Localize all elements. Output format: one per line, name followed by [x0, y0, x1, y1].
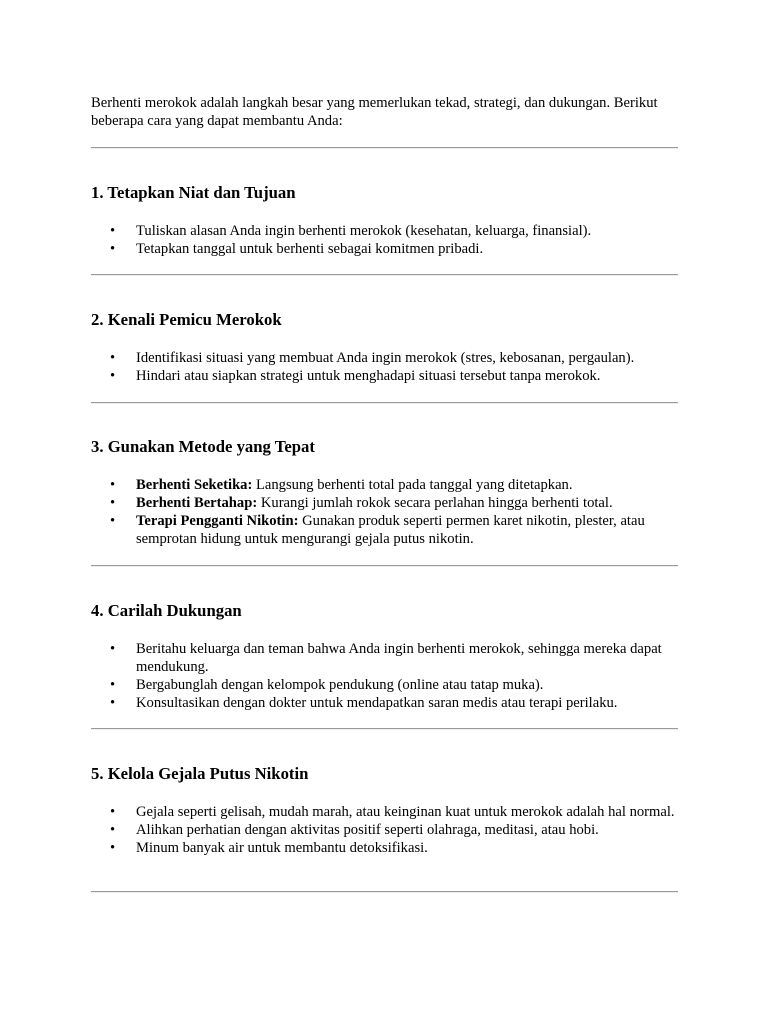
list-item [91, 512, 679, 548]
list-item-text: Langsung berhenti total pada tanggal yang ditetapkan. [252, 477, 573, 493]
list-item [91, 839, 679, 857]
list-item-text: Alihkan perhatian dengan aktivitas positif seperti olahraga, meditasi, atau hobi. [136, 822, 599, 838]
list-item [91, 222, 679, 240]
section-heading: 3. Gunakan Metode yang Tepat [91, 437, 315, 456]
list-item-text: Gejala seperti gelisah, mudah marah, atau keinginan kuat untuk merokok adalah hal normal. [136, 804, 675, 820]
list-item [91, 821, 679, 839]
list-item-text: Bergabunglah dengan kelompok pendukung (online atau tatap muka). [136, 677, 544, 693]
bullet-icon: • [110, 822, 116, 838]
list-item-text: Minum banyak air untuk membantu detoksifikasi. [136, 840, 428, 856]
bullet-icon: • [110, 840, 116, 856]
list-item-text: Tetapkan tanggal untuk berhenti sebagai komitmen pribadi. [136, 241, 484, 257]
section-1 [91, 183, 679, 258]
list-item-text: Gunakan produk seperti permen karet nikotin, plester, atau semprotan hidung untuk mengurangi gejala putus nikotin. [136, 513, 645, 547]
list-item [91, 476, 679, 494]
section-heading: 2. Kenali Pemicu Merokok [91, 310, 282, 329]
list-item-term: Berhenti Seketika: [136, 477, 253, 493]
list-item-term: Berhenti Bertahap: [136, 495, 258, 511]
horizontal-divider [91, 891, 678, 893]
bullet-icon: • [110, 677, 116, 693]
horizontal-divider [91, 565, 678, 567]
bullet-list [91, 349, 679, 385]
bullet-icon: • [110, 477, 116, 493]
list-item-text: Konsultasikan dengan dokter untuk mendapatkan saran medis atau terapi perilaku. [136, 695, 618, 711]
list-item [91, 240, 679, 258]
bullet-list [91, 640, 679, 712]
section-2 [91, 310, 679, 385]
list-item [91, 349, 679, 367]
bullet-icon: • [110, 223, 116, 239]
list-item-text: Identifikasi situasi yang membuat Anda ingin merokok (stres, kebosanan, pergaulan). [136, 350, 635, 366]
section-4 [91, 601, 679, 712]
horizontal-divider [91, 728, 678, 730]
list-item-text: Kurangi jumlah rokok secara perlahan hingga berhenti total. [257, 495, 613, 511]
section-heading: 1. Tetapkan Niat dan Tujuan [91, 183, 296, 202]
bullet-list [91, 476, 679, 548]
list-item-text: Hindari atau siapkan strategi untuk menghadapi situasi tersebut tanpa merokok. [136, 368, 601, 384]
list-item-text: Beritahu keluarga dan teman bahwa Anda ingin berhenti merokok, sehingga mereka dapat mendukung. [136, 641, 662, 675]
bullet-icon: • [110, 368, 116, 384]
section-3 [91, 437, 679, 548]
bullet-icon: • [110, 695, 116, 711]
bullet-icon: • [110, 350, 116, 366]
bullet-list [91, 222, 679, 258]
bullet-icon: • [110, 641, 116, 657]
section-heading: 4. Carilah Dukungan [91, 601, 242, 620]
section-heading: 5. Kelola Gejala Putus Nikotin [91, 764, 309, 783]
bullet-icon: • [110, 804, 116, 820]
intro-paragraph: Berhenti merokok adalah langkah besar yang memerlukan tekad, strategi, dan dukungan. Berikut beberapa cara yang dapat membantu Anda: [91, 95, 658, 129]
list-item [91, 494, 679, 512]
bullet-icon: • [110, 513, 116, 529]
section-5 [91, 764, 679, 857]
horizontal-divider [91, 147, 678, 149]
list-item [91, 694, 679, 712]
list-item-term: Terapi Pengganti Nikotin: [136, 513, 299, 529]
bullet-list [91, 803, 679, 857]
list-item [91, 676, 679, 694]
list-item-text: Tuliskan alasan Anda ingin berhenti merokok (kesehatan, keluarga, finansial). [136, 223, 592, 239]
horizontal-divider [91, 402, 678, 404]
bullet-icon: • [110, 495, 116, 511]
list-item [91, 803, 679, 821]
bullet-icon: • [110, 241, 116, 257]
horizontal-divider [91, 274, 678, 276]
list-item [91, 640, 679, 676]
list-item [91, 367, 679, 385]
